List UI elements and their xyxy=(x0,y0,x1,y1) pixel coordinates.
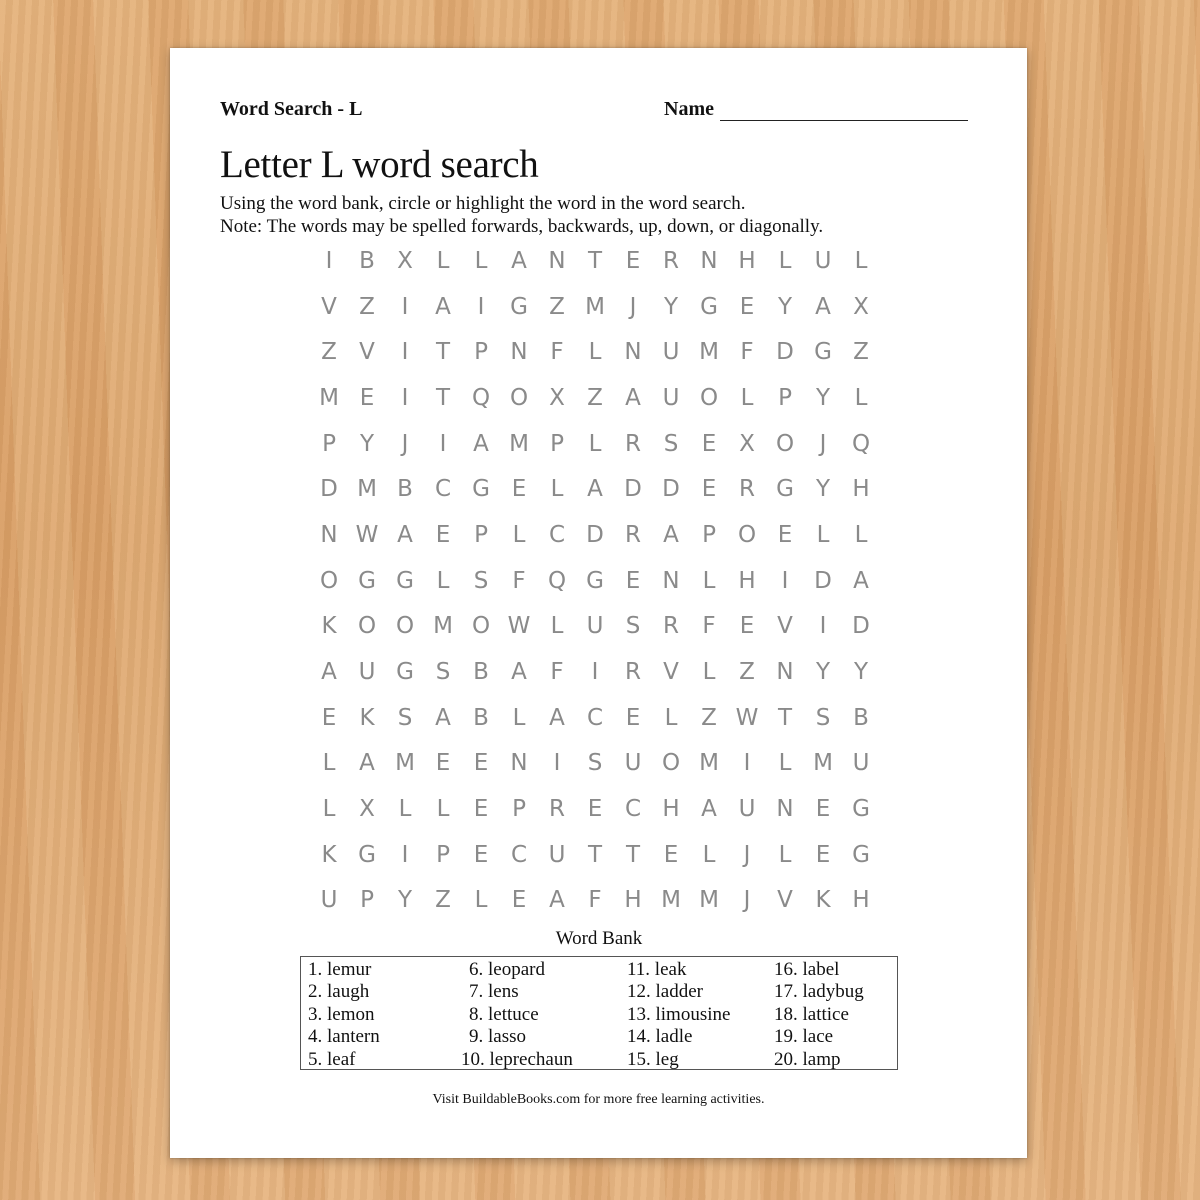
grid-letter[interactable]: P xyxy=(360,887,374,914)
grid-letter[interactable]: H xyxy=(624,887,642,914)
word-bank xyxy=(300,956,898,1070)
grid-letter[interactable]: D xyxy=(586,521,604,548)
grid-letter[interactable]: S xyxy=(663,430,679,457)
grid-letter[interactable]: O xyxy=(357,613,377,640)
grid-letter[interactable]: T xyxy=(625,841,641,868)
grid-letter[interactable]: A xyxy=(549,704,565,731)
grid-letter[interactable]: K xyxy=(359,704,375,731)
grid-letter[interactable]: E xyxy=(739,613,755,640)
grid-letter[interactable]: R xyxy=(625,659,641,686)
name-field xyxy=(664,98,968,121)
grid-letter[interactable]: J xyxy=(743,841,751,868)
grid-letter[interactable]: E xyxy=(701,430,717,457)
grid-letter[interactable]: P xyxy=(512,796,526,823)
grid-letter[interactable]: B xyxy=(359,247,375,274)
footer-note: Visit BuildableBooks.com for more free learning activities. xyxy=(432,1092,765,1107)
word-bank-item: 8. lettuce xyxy=(469,1003,539,1025)
grid-row xyxy=(310,512,880,558)
grid-letter[interactable]: A xyxy=(853,567,869,594)
grid-row xyxy=(310,284,880,330)
grid-letter[interactable]: E xyxy=(435,750,451,777)
grid-letter[interactable]: E xyxy=(815,841,831,868)
grid-letter[interactable]: Y xyxy=(815,384,831,411)
grid-letter[interactable]: D xyxy=(662,476,680,503)
grid-letter[interactable]: U xyxy=(662,339,680,366)
word-search-grid xyxy=(310,238,880,923)
grid-letter[interactable]: F xyxy=(550,659,564,686)
word-bank-item: 5. leaf xyxy=(308,1048,356,1070)
grid-letter[interactable]: G xyxy=(852,796,870,823)
grid-letter[interactable]: O xyxy=(471,613,491,640)
grid-letter[interactable]: X xyxy=(739,430,755,457)
grid-letter[interactable]: Z xyxy=(321,339,337,366)
grid-letter[interactable]: A xyxy=(815,293,831,320)
grid-letter[interactable]: P xyxy=(474,339,488,366)
word-bank-item: 7. lens xyxy=(469,981,519,1003)
grid-letter[interactable]: L xyxy=(550,613,564,640)
grid-letter[interactable]: U xyxy=(548,841,566,868)
grid-letter[interactable]: A xyxy=(663,521,679,548)
word-bank-item: 13. limousine xyxy=(627,1003,731,1025)
grid-letter[interactable]: N xyxy=(510,750,528,777)
grid-letter[interactable]: C xyxy=(548,521,566,548)
grid-letter[interactable]: I xyxy=(743,750,751,777)
grid-letter[interactable]: L xyxy=(588,430,602,457)
grid-letter[interactable]: Y xyxy=(359,430,375,457)
grid-row xyxy=(310,558,880,604)
grid-letter[interactable]: Y xyxy=(815,659,831,686)
grid-letter[interactable]: G xyxy=(700,293,718,320)
word-bank-item: 19. lace xyxy=(774,1026,834,1048)
grid-letter[interactable]: I xyxy=(439,430,447,457)
grid-letter[interactable]: U xyxy=(586,613,604,640)
grid-letter[interactable]: K xyxy=(321,613,337,640)
word-bank-item: 20. lamp xyxy=(774,1048,841,1070)
grid-letter[interactable]: U xyxy=(852,750,870,777)
grid-letter[interactable]: L xyxy=(512,704,526,731)
grid-letter[interactable]: M xyxy=(699,887,719,914)
grid-letter[interactable]: J xyxy=(819,430,827,457)
grid-letter[interactable]: T xyxy=(587,247,603,274)
grid-letter[interactable]: C xyxy=(510,841,528,868)
grid-row xyxy=(310,832,880,878)
grid-letter[interactable]: Y xyxy=(853,659,869,686)
grid-letter[interactable]: E xyxy=(435,521,451,548)
grid-letter[interactable]: A xyxy=(511,659,527,686)
grid-letter[interactable]: N xyxy=(548,247,566,274)
grid-letter[interactable]: L xyxy=(854,521,868,548)
grid-row xyxy=(310,238,880,284)
grid-letter[interactable]: U xyxy=(320,887,338,914)
grid-letter[interactable]: A xyxy=(511,247,527,274)
instructions xyxy=(220,192,823,238)
grid-letter[interactable]: G xyxy=(396,567,414,594)
word-bank-item: 14. ladle xyxy=(627,1026,693,1048)
grid-letter[interactable]: O xyxy=(395,613,415,640)
grid-letter[interactable]: G xyxy=(814,339,832,366)
grid-letter[interactable]: E xyxy=(321,704,337,731)
grid-letter[interactable]: X xyxy=(853,293,869,320)
grid-letter[interactable]: Q xyxy=(547,567,567,594)
grid-letter[interactable]: K xyxy=(321,841,337,868)
grid-letter[interactable]: O xyxy=(319,567,339,594)
grid-letter[interactable]: Q xyxy=(471,384,491,411)
grid-letter[interactable]: W xyxy=(355,521,379,548)
grid-letter[interactable]: G xyxy=(852,841,870,868)
grid-letter[interactable]: I xyxy=(477,293,485,320)
grid-letter[interactable]: A xyxy=(435,293,451,320)
grid-letter[interactable]: I xyxy=(401,293,409,320)
grid-letter[interactable]: R xyxy=(663,247,679,274)
grid-letter[interactable]: I xyxy=(781,567,789,594)
word-bank-column-3 xyxy=(627,959,730,1071)
grid-letter[interactable]: O xyxy=(509,384,529,411)
grid-letter[interactable]: D xyxy=(320,476,338,503)
word-bank-column-2 xyxy=(461,959,573,1071)
grid-letter[interactable]: A xyxy=(549,887,565,914)
grid-letter[interactable]: E xyxy=(511,887,527,914)
grid-letter[interactable]: J xyxy=(401,430,409,457)
grid-letter[interactable]: P xyxy=(702,521,716,548)
grid-letter[interactable]: F xyxy=(702,613,716,640)
grid-letter[interactable]: L xyxy=(854,384,868,411)
grid-letter[interactable]: U xyxy=(814,247,832,274)
grid-letter[interactable]: V xyxy=(777,887,793,914)
grid-letter[interactable]: E xyxy=(511,476,527,503)
grid-letter[interactable]: G xyxy=(472,476,490,503)
grid-row xyxy=(310,375,880,421)
grid-letter[interactable]: P xyxy=(474,521,488,548)
grid-row xyxy=(310,786,880,832)
grid-letter[interactable]: J xyxy=(743,887,751,914)
word-bank-item: 1. lemur xyxy=(308,959,372,980)
word-bank-column-1 xyxy=(308,959,380,1071)
word-bank-item: 17. ladybug xyxy=(774,981,864,1003)
grid-letter[interactable]: M xyxy=(509,430,529,457)
grid-letter[interactable]: M xyxy=(319,384,339,411)
grid-letter[interactable]: R xyxy=(625,430,641,457)
grid-letter[interactable]: L xyxy=(588,339,602,366)
worksheet-subject: Word Search - L xyxy=(220,98,363,120)
grid-letter[interactable]: M xyxy=(813,750,833,777)
grid-letter[interactable]: E xyxy=(625,247,641,274)
grid-letter[interactable]: V xyxy=(321,293,337,320)
instruction-note: Note: The words may be spelled forwards, backwards, up, down, or diagonally. xyxy=(220,216,824,237)
grid-letter[interactable]: G xyxy=(510,293,528,320)
word-bank-column-4 xyxy=(774,959,864,1071)
grid-row xyxy=(310,878,880,924)
name-blank-line xyxy=(720,102,968,121)
grid-letter[interactable]: S xyxy=(435,659,451,686)
grid-letter[interactable]: I xyxy=(819,613,827,640)
grid-letter[interactable]: L xyxy=(474,887,488,914)
grid-letter[interactable]: E xyxy=(815,796,831,823)
grid-letter[interactable]: O xyxy=(775,430,795,457)
grid-letter[interactable]: N xyxy=(700,247,718,274)
grid-letter[interactable]: O xyxy=(661,750,681,777)
grid-letter[interactable]: C xyxy=(624,796,642,823)
grid-letter[interactable]: M xyxy=(433,613,453,640)
grid-letter[interactable]: Z xyxy=(587,384,603,411)
grid-letter[interactable]: L xyxy=(778,841,792,868)
grid-letter[interactable]: D xyxy=(814,567,832,594)
grid-letter[interactable]: U xyxy=(624,750,642,777)
grid-row xyxy=(310,649,880,695)
grid-letter[interactable]: E xyxy=(587,796,603,823)
grid-letter[interactable]: L xyxy=(778,750,792,777)
grid-letter[interactable]: C xyxy=(586,704,604,731)
grid-letter[interactable]: D xyxy=(624,476,642,503)
grid-letter[interactable]: T xyxy=(587,841,603,868)
grid-letter[interactable]: Y xyxy=(397,887,413,914)
grid-letter[interactable]: E xyxy=(701,476,717,503)
grid-letter[interactable]: R xyxy=(739,476,755,503)
grid-letter[interactable]: N xyxy=(776,659,794,686)
grid-letter[interactable]: E xyxy=(473,750,489,777)
grid-letter[interactable]: G xyxy=(586,567,604,594)
grid-letter[interactable]: M xyxy=(661,887,681,914)
grid-letter[interactable]: I xyxy=(591,659,599,686)
instruction-line: Using the word bank, circle or highlight the word in the word search. xyxy=(220,193,746,214)
grid-letter[interactable]: M xyxy=(699,339,719,366)
grid-letter[interactable]: E xyxy=(625,704,641,731)
grid-letter[interactable]: H xyxy=(852,887,870,914)
grid-letter[interactable]: V xyxy=(777,613,793,640)
grid-letter[interactable]: H xyxy=(852,476,870,503)
grid-letter[interactable]: R xyxy=(625,521,641,548)
grid-letter[interactable]: N xyxy=(320,521,338,548)
word-bank-item: 18. lattice xyxy=(774,1003,849,1025)
grid-letter[interactable]: H xyxy=(738,247,756,274)
grid-letter[interactable]: L xyxy=(322,796,336,823)
grid-letter[interactable]: Z xyxy=(853,339,869,366)
grid-letter[interactable]: P xyxy=(550,430,564,457)
grid-letter[interactable]: S xyxy=(397,704,413,731)
grid-letter[interactable]: L xyxy=(702,841,716,868)
grid-letter[interactable]: M xyxy=(395,750,415,777)
grid-letter[interactable]: A xyxy=(435,704,451,731)
word-bank-item: 4. lantern xyxy=(308,1026,380,1048)
grid-letter[interactable]: L xyxy=(436,247,450,274)
grid-letter[interactable]: J xyxy=(629,293,637,320)
worksheet-page xyxy=(170,48,1027,1158)
grid-letter[interactable]: T xyxy=(435,339,451,366)
grid-row xyxy=(310,741,880,787)
grid-letter[interactable]: Y xyxy=(815,476,831,503)
grid-letter[interactable]: V xyxy=(663,659,679,686)
grid-letter[interactable]: B xyxy=(853,704,869,731)
grid-letter[interactable]: L xyxy=(702,567,716,594)
word-bank-item: 3. lemon xyxy=(308,1003,375,1025)
grid-letter[interactable]: K xyxy=(815,887,831,914)
grid-letter[interactable]: Z xyxy=(739,659,755,686)
grid-letter[interactable]: F xyxy=(740,339,754,366)
grid-letter[interactable]: X xyxy=(397,247,413,274)
grid-row xyxy=(310,466,880,512)
word-bank-item: 16. label xyxy=(774,959,840,980)
grid-letter[interactable]: F xyxy=(512,567,526,594)
grid-letter[interactable]: O xyxy=(737,521,757,548)
grid-row xyxy=(310,695,880,741)
grid-letter[interactable]: M xyxy=(585,293,605,320)
word-bank-item: 6. leopard xyxy=(469,959,545,980)
grid-letter[interactable]: O xyxy=(699,384,719,411)
grid-letter[interactable]: V xyxy=(359,339,375,366)
word-bank-item: 11. leak xyxy=(627,959,687,980)
grid-letter[interactable]: R xyxy=(663,613,679,640)
grid-letter[interactable]: S xyxy=(815,704,831,731)
grid-letter[interactable]: E xyxy=(777,521,793,548)
grid-letter[interactable]: M xyxy=(699,750,719,777)
grid-letter[interactable]: I xyxy=(553,750,561,777)
name-label: Name xyxy=(664,98,714,120)
grid-letter[interactable]: T xyxy=(435,384,451,411)
word-bank-item: 2. laugh xyxy=(308,981,370,1003)
grid-letter[interactable]: P xyxy=(436,841,450,868)
grid-letter[interactable]: F xyxy=(550,339,564,366)
grid-letter[interactable]: Y xyxy=(663,293,679,320)
word-bank-item: 9. lasso xyxy=(469,1026,526,1048)
grid-letter[interactable]: S xyxy=(625,613,641,640)
grid-letter[interactable]: N xyxy=(662,567,680,594)
grid-letter[interactable]: L xyxy=(854,247,868,274)
grid-letter[interactable]: A xyxy=(359,750,375,777)
grid-letter[interactable]: A xyxy=(701,796,717,823)
grid-letter[interactable]: L xyxy=(778,247,792,274)
grid-letter[interactable]: A xyxy=(587,476,603,503)
grid-letter[interactable]: Y xyxy=(777,293,793,320)
word-bank-item: 12. ladder xyxy=(627,981,703,1003)
grid-letter[interactable]: E xyxy=(473,841,489,868)
grid-letter[interactable]: L xyxy=(322,750,336,777)
grid-letter[interactable]: I xyxy=(401,841,409,868)
grid-letter[interactable]: E xyxy=(625,567,641,594)
grid-letter[interactable]: M xyxy=(357,476,377,503)
grid-letter[interactable]: L xyxy=(474,247,488,274)
grid-letter[interactable]: Z xyxy=(549,293,565,320)
grid-letter[interactable]: Q xyxy=(851,430,871,457)
grid-letter[interactable]: U xyxy=(662,384,680,411)
grid-letter[interactable]: U xyxy=(358,659,376,686)
grid-letter[interactable]: N xyxy=(510,339,528,366)
grid-letter[interactable]: E xyxy=(473,796,489,823)
grid-letter[interactable]: I xyxy=(401,384,409,411)
grid-letter[interactable]: I xyxy=(325,247,333,274)
grid-letter[interactable]: E xyxy=(663,841,679,868)
grid-letter[interactable]: P xyxy=(322,430,336,457)
grid-letter[interactable]: E xyxy=(359,384,375,411)
grid-letter[interactable]: A xyxy=(397,521,413,548)
word-bank-title: Word Bank xyxy=(555,928,643,949)
grid-letter[interactable]: Z xyxy=(435,887,451,914)
grid-letter[interactable]: Z xyxy=(359,293,375,320)
grid-row xyxy=(310,421,880,467)
grid-letter[interactable]: P xyxy=(778,384,792,411)
grid-letter[interactable]: L xyxy=(740,384,754,411)
grid-letter[interactable]: N xyxy=(776,796,794,823)
grid-letter[interactable]: L xyxy=(436,796,450,823)
grid-letter[interactable]: T xyxy=(777,704,793,731)
grid-letter[interactable]: L xyxy=(816,521,830,548)
grid-letter[interactable]: X xyxy=(549,384,565,411)
grid-letter[interactable]: E xyxy=(739,293,755,320)
grid-letter[interactable]: H xyxy=(738,567,756,594)
grid-letter[interactable]: L xyxy=(550,476,564,503)
grid-letter[interactable]: L xyxy=(398,796,412,823)
grid-letter[interactable]: A xyxy=(321,659,337,686)
page-title: Letter L word search xyxy=(220,143,539,186)
grid-letter[interactable]: W xyxy=(507,613,531,640)
grid-letter[interactable]: L xyxy=(436,567,450,594)
grid-row xyxy=(310,329,880,375)
grid-letter[interactable]: D xyxy=(852,613,870,640)
grid-letter[interactable]: S xyxy=(587,750,603,777)
grid-letter[interactable]: L xyxy=(512,521,526,548)
grid-letter[interactable]: S xyxy=(473,567,489,594)
grid-letter[interactable]: H xyxy=(662,796,680,823)
grid-letter[interactable]: F xyxy=(588,887,602,914)
grid-row xyxy=(310,604,880,650)
grid-letter[interactable]: U xyxy=(738,796,756,823)
grid-letter[interactable]: G xyxy=(358,841,376,868)
grid-letter[interactable]: G xyxy=(396,659,414,686)
grid-letter[interactable]: Z xyxy=(701,704,717,731)
grid-letter[interactable]: G xyxy=(776,476,794,503)
grid-letter[interactable]: A xyxy=(625,384,641,411)
grid-letter[interactable]: B xyxy=(473,659,489,686)
grid-letter[interactable]: W xyxy=(735,704,759,731)
grid-letter[interactable]: B xyxy=(397,476,413,503)
grid-letter[interactable]: N xyxy=(624,339,642,366)
grid-letter[interactable]: A xyxy=(473,430,489,457)
word-bank-item: 15. leg xyxy=(627,1048,679,1070)
grid-letter[interactable]: C xyxy=(434,476,452,503)
grid-letter[interactable]: R xyxy=(549,796,565,823)
grid-letter[interactable]: B xyxy=(473,704,489,731)
grid-letter[interactable]: X xyxy=(359,796,375,823)
grid-letter[interactable]: L xyxy=(664,704,678,731)
grid-letter[interactable]: G xyxy=(358,567,376,594)
grid-letter[interactable]: L xyxy=(702,659,716,686)
grid-letter[interactable]: D xyxy=(776,339,794,366)
grid-letter[interactable]: I xyxy=(401,339,409,366)
word-bank-item: 10. leprechaun xyxy=(461,1048,573,1070)
